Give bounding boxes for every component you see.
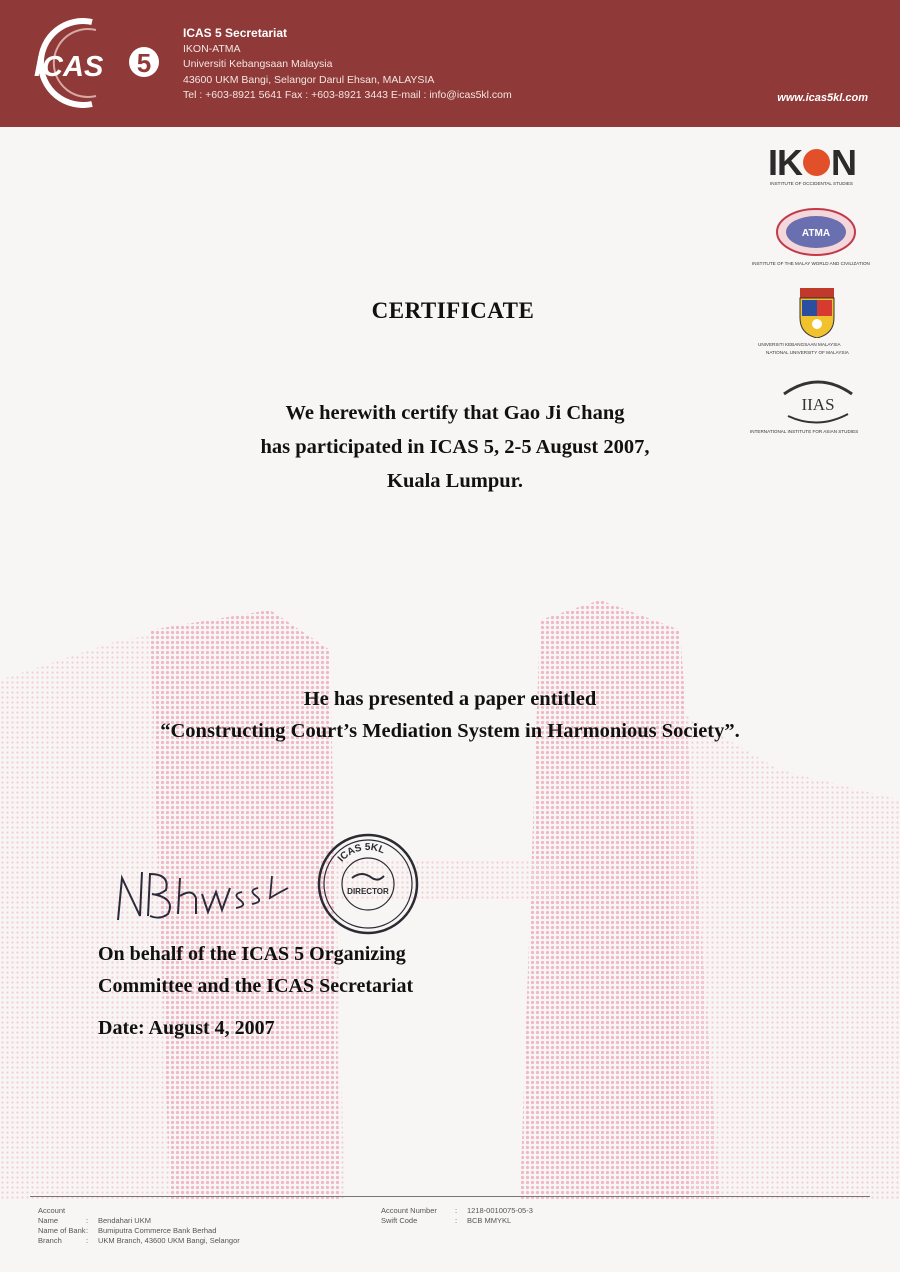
ikon-logo: IK N bbox=[768, 142, 856, 183]
paper-statement bbox=[0, 683, 900, 747]
ikon-caption: INSTITUTE OF OCCIDENTAL STUDIES bbox=[770, 181, 853, 186]
account-name: Bendahari UKM bbox=[98, 1216, 151, 1225]
statement-line-1: We herewith certify that Gao Ji Chang bbox=[285, 402, 625, 424]
behalf-line-1: On behalf of the ICAS 5 Organizing bbox=[98, 943, 406, 965]
iias-caption: INTERNATIONAL INSTITUTE FOR ASIAN STUDIES bbox=[750, 429, 859, 434]
university-name: Universiti Kebangsaan Malaysia bbox=[183, 58, 333, 70]
org-name: IKON-ATMA bbox=[183, 42, 241, 55]
footer-divider bbox=[30, 1196, 870, 1197]
official-seal-stamp bbox=[316, 832, 420, 936]
website-url: www.icas5kl.com bbox=[777, 92, 868, 104]
secretariat-title: ICAS 5 Secretariat bbox=[183, 26, 288, 40]
svg-text:DIRECTOR: DIRECTOR bbox=[347, 887, 389, 896]
svg-text:IIAS: IIAS bbox=[801, 395, 835, 414]
letterhead-band bbox=[0, 0, 900, 127]
atma-logo bbox=[775, 206, 857, 258]
svg-text:ATMA: ATMA bbox=[801, 228, 831, 239]
paper-line-1: He has presented a paper entitled bbox=[303, 688, 597, 710]
bank-details-left: Account Name : Bendahari UKM Name of Bank: Bumiputra Commerce Bank Berhad Branch : UKM Branch, 43600 UKM Bangi, Selangor bbox=[38, 1206, 240, 1245]
branch-name: UKM Branch, 43600 UKM Bangi, Selangor bbox=[98, 1236, 240, 1245]
swift-code: BCB MMYKL bbox=[467, 1216, 512, 1225]
issue-date: Date: August 4, 2007 bbox=[98, 1017, 275, 1039]
ukm-caption-2: NATIONAL UNIVERSITY OF MALAYSIA bbox=[766, 350, 849, 355]
behalf-line-2: Committee and the ICAS Secretariat bbox=[98, 975, 414, 997]
svg-text:ICAS 5KL: ICAS 5KL bbox=[335, 841, 387, 865]
atma-caption: INSTITUTE OF THE MALAY WORLD AND CIVILIZATION bbox=[752, 261, 870, 266]
on-behalf-statement bbox=[98, 938, 413, 1002]
certification-statement bbox=[5, 396, 900, 498]
certificate-title: CERTIFICATE bbox=[371, 298, 535, 323]
bank-details-right: Account Number : 1218-0010075-05-3 Swift Code : BCB MMYKL bbox=[381, 1206, 533, 1225]
bank-name: Bumiputra Commerce Bank Berhad bbox=[98, 1226, 217, 1235]
statement-line-3: Kuala Lumpur. bbox=[387, 470, 523, 492]
paper-title: “Constructing Court’s Mediation System in Harmonious Society”. bbox=[160, 720, 740, 742]
secretariat-address bbox=[183, 26, 512, 104]
svg-text:ICAS: ICAS bbox=[34, 51, 104, 83]
ukm-caption-1: UNIVERSITI KEBANGSAAN MALAYSIA bbox=[758, 342, 841, 347]
ikon-o-circle bbox=[803, 149, 830, 176]
icas-logo bbox=[30, 18, 170, 108]
svg-text:5: 5 bbox=[136, 48, 152, 78]
statement-line-2: has participated in ICAS 5, 2-5 August 2007, bbox=[260, 436, 650, 458]
handwritten-signature bbox=[112, 858, 302, 928]
contact-line: Tel : +603-8921 5641 Fax : +603-8921 3443 E-mail : info@icas5kl.com bbox=[183, 89, 512, 101]
account-number: 1218-0010075-05-3 bbox=[467, 1206, 533, 1215]
postal-address: 43600 UKM Bangi, Selangor Darul Ehsan, MALAYSIA bbox=[183, 73, 435, 86]
